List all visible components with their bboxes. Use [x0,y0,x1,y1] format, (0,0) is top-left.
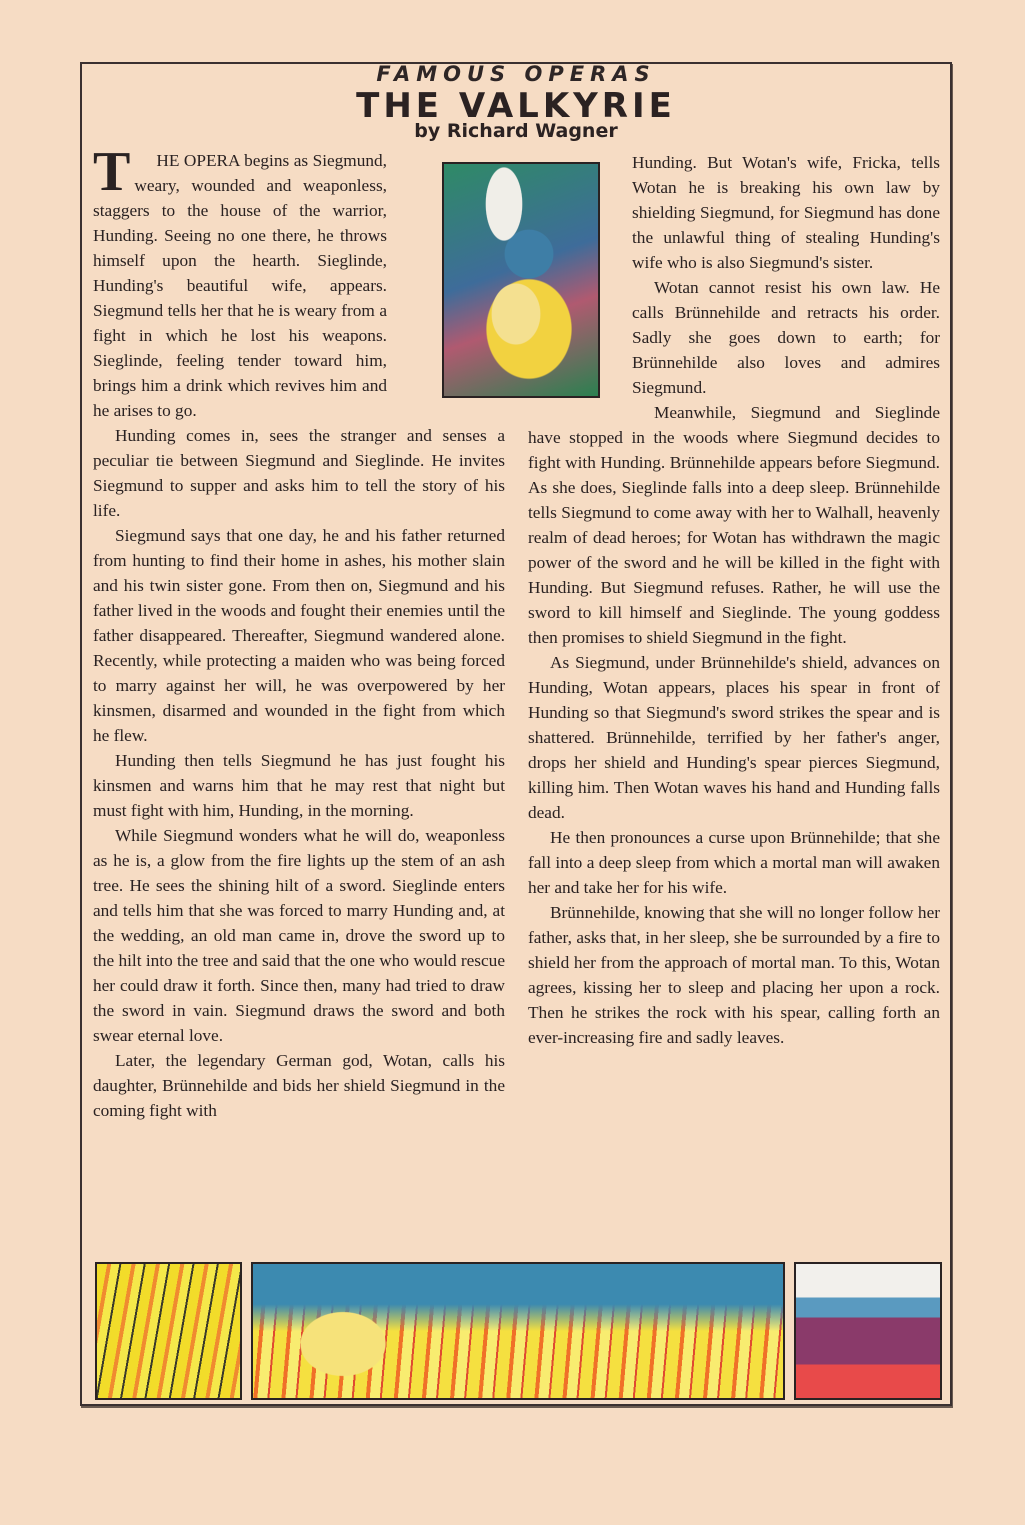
article-title: THE VALKYRIE [356,86,676,126]
comic-panel-fire [95,1262,242,1400]
paragraph: Later, the legendary German god, Wotan, calls his daughter, Brünnehilde and bids her shield Siegmund in the coming fight with [93,1051,505,1120]
comic-panel-sleeping-brunnehilde [251,1262,785,1400]
paragraph: T HE OPERA begins as Siegmund, weary, wounded and weaponless, staggers to the house of the warrior, Hunding. Seeing no one there, he throws himself upon the hearth. Sieglinde, Hunding's beautiful wife, appears. Siegmund tells her that he is weary from a fight in which he lost his weapons. Sieglinde, feeling tender toward him, brings him a drink which revives him and he arises to go. [93,148,505,423]
paragraph: Hunding. But Wotan's wife, Fricka, tells Wotan he is breaking his own law by shielding Siegmund, for Siegmund has done the unlawful thing of stealing Hunding's wife who is also Siegmund's sister. [632,153,940,272]
paragraph: Meanwhile, Siegmund and Sieglinde have stopped in the woods where Siegmund decides to fight with Hunding. Brünnehilde appears before Siegmund. As she does, Sieglinde falls into a deep sleep. Brünnehilde tells Siegmund to come away with her to Walhall, heavenly realm of dead heroes; for Wotan has withdrawn the magic power of the sword and he will be killed in the fight with Hunding. But Siegmund refuses. Rather, he will use the sword to kill himself and Sieglinde. The young goddess then promises to shield Siegmund in the fight. [528,403,940,647]
drop-cap: T [93,148,131,203]
paragraph: Wotan cannot resist his own law. He calls Brünnehilde and retracts his order. Sadly she goes down to earth; for Brünnehilde also loves and admires Siegmund. [632,278,940,397]
paragraph: Brünnehilde, knowing that she will no longer follow her father, asks that, in her sleep, she be surrounded by a fire to shield her from the approach of mortal man. To this, Wotan agrees, kissing her to sleep and placing her upon a rock. Then he strikes the rock with his spear, calling forth an ever-increasing fire and sadly leaves. [528,903,940,1047]
article-frame [80,62,952,1406]
byline: by Richard Wagner [414,120,618,142]
paragraph: He then pronounces a curse upon Brünnehilde; that she fall into a deep sleep from which a mortal man will awaken her and take her for his wife. [528,828,940,897]
valkyrie-illustration [442,162,600,398]
comic-panel-wotan [794,1262,942,1400]
paragraph: Hunding then tells Siegmund he has just fought his kinsmen and warns him that he may rest that night but must fight with him, Hunding, in the morning. [93,751,505,820]
paragraph: Siegmund says that one day, he and his father returned from hunting to find their home in ashes, his mother slain and his twin sister gone. From then on, Siegmund and his father lived in the woods and fought their enemies until the father disappeared. Thereafter, Siegmund wandered alone. Recently, while protecting a maiden who was being forced to marry against her will, he was overpowered by her kinsmen, disarmed and wounded in the fight from which he flew. [93,526,505,745]
paragraph: While Siegmund wonders what he will do, weaponless as he is, a glow from the fire lights up the stem of an ash tree. He sees the shining hilt of a sword. Sieglinde enters and tells him that she was forced to marry Hunding and, at the wedding, an old man came in, drove the sword up to the hilt into the tree and said that the one who would rescue her could draw it forth. Since then, many had tried to draw the sword in vain. Siegmund draws the sword and both swear eternal love. [93,826,505,1045]
paragraph: Hunding comes in, sees the stranger and senses a peculiar tie between Siegmund and Sieglinde. He invites Siegmund to supper and asks him to tell the story of his life. [93,426,505,520]
series-kicker: FAMOUS OPERAS [376,62,656,86]
paragraph: As Siegmund, under Brünnehilde's shield, advances on Hunding, Wotan appears, places his spear in front of Hunding so that Siegmund's sword strikes the spear and is shattered. Brünnehilde, terrified by her father's anger, drops her shield and Hunding's spear pierces Siegmund, killing him. Then Wotan waves his hand and Hunding falls dead. [528,653,940,822]
